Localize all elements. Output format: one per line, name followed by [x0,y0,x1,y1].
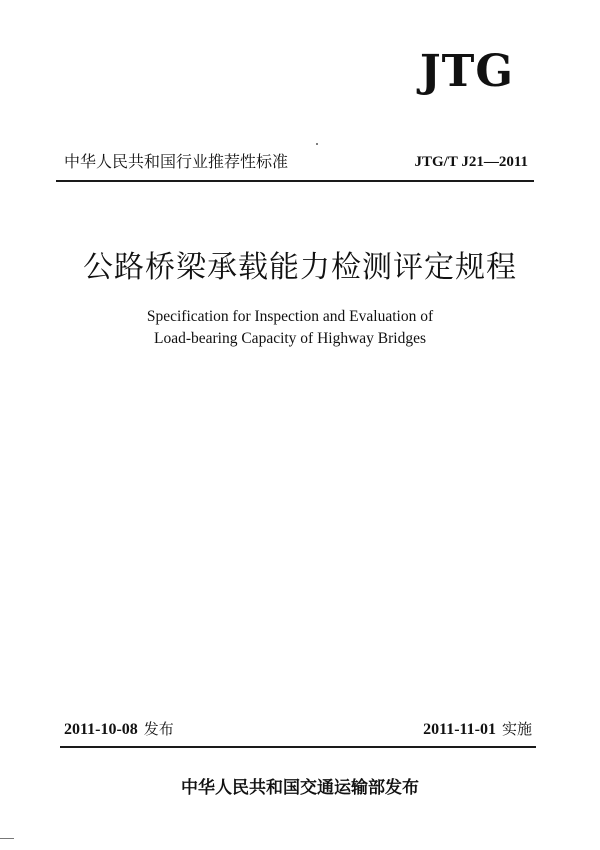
date-row [64,718,536,740]
standard-code: JTG/T J21—2011 [414,154,528,170]
issue-date: 2011-10-08 [64,721,138,738]
title-chinese: 公路桥梁承载能力检测评定规程 [83,250,517,285]
title-english [0,306,580,350]
publisher-line: 中华人民共和国交通运输部发布 [181,778,419,798]
standard-category: 中华人民共和国行业推荐性标准 [64,152,289,171]
header-row [64,150,536,174]
title-english-line-1: Specification for Inspection and Evaluation of [146,308,434,325]
effective-date: 2011-11-01 [423,721,496,738]
scan-edge-mark [0,838,14,839]
jtg-logo: JTG [419,46,514,97]
issue-date-group [64,718,174,741]
scan-speck [316,143,318,145]
header-divider [56,180,534,182]
title-english-line-2: Load-bearing Capacity of Highway Bridges [153,330,427,347]
footer-divider [60,746,536,748]
effective-date-group [423,718,532,741]
issue-label: 发布 [143,720,174,738]
effective-label: 实施 [501,720,532,738]
